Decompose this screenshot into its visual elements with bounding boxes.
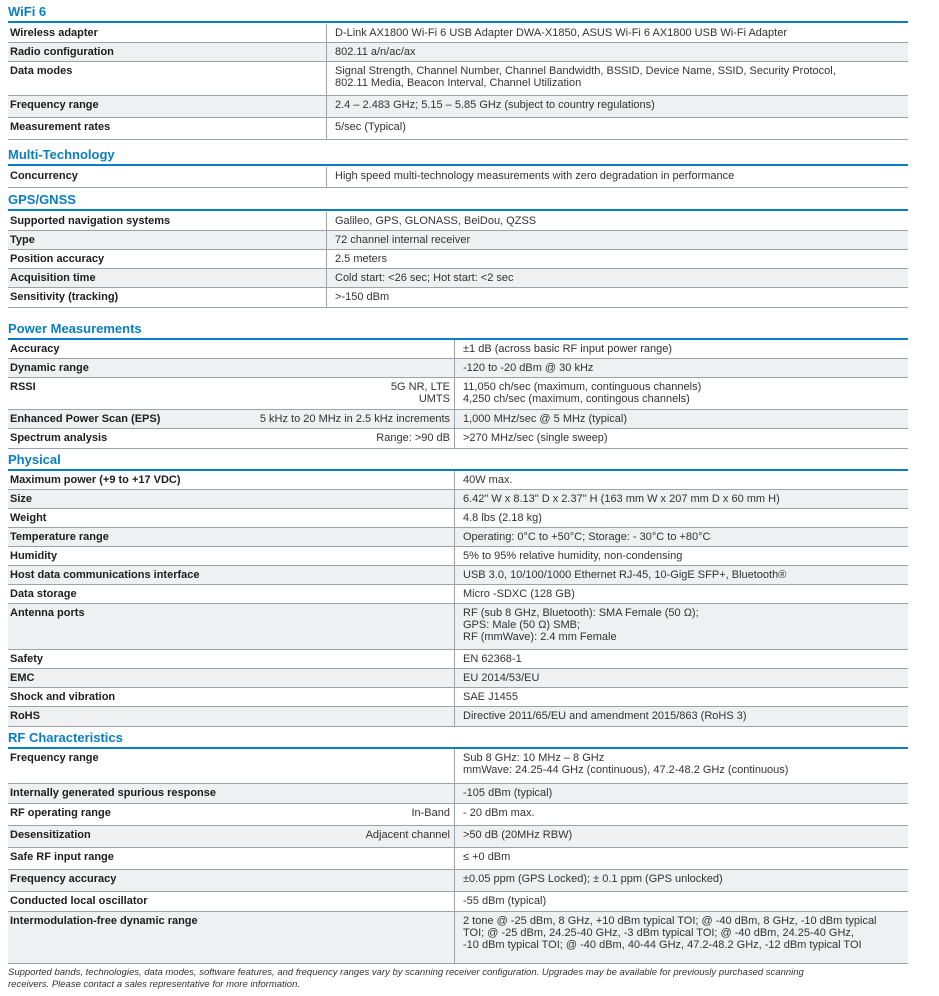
spec-row-rssi: [8, 378, 908, 410]
spec-label: Sensitivity (tracking): [10, 291, 119, 303]
spec-label: EMC: [10, 672, 35, 684]
spec-value: High speed multi-technology measurements with zero degradation in performance: [326, 167, 908, 188]
spec-value: RF (sub 8 GHz, Bluetooth): SMA Female (50 Ω); GPS: Male (50 Ω) SMB; RF (mmWave): 2.4 mm Female: [454, 604, 908, 650]
spec-row-antenna-ports: [8, 604, 908, 650]
spec-row-acquisition-time: [8, 269, 908, 288]
spec-label: Conducted local oscillator: [10, 895, 148, 907]
spec-value: D-Link AX1800 Wi-Fi 6 USB Adapter DWA-X1850, ASUS Wi-Fi 6 AX1800 USB Wi-Fi Adapter: [326, 24, 908, 43]
spec-sublabel: 5 kHz to 20 MHz in 2.5 kHz increments: [259, 413, 450, 425]
spec-row-measurement-rates: [8, 118, 908, 140]
section-title-gps: GPS/GNSS: [8, 192, 76, 207]
spec-value: 6.42" W x 8.13" D x 2.37" H (163 mm W x 207 mm D x 60 mm H): [454, 490, 908, 509]
spec-label: Radio configuration: [10, 46, 114, 58]
spec-label: Temperature range: [10, 531, 109, 543]
row-divider: [8, 139, 908, 140]
spec-label: Desensitization: [10, 829, 91, 841]
spec-label: Frequency range: [10, 752, 99, 764]
spec-label: RF operating range: [10, 807, 111, 819]
spec-value: -55 dBm (typical): [454, 892, 908, 912]
spec-row-wireless-adapter: [8, 24, 908, 43]
spec-label: Concurrency: [10, 170, 78, 182]
spec-label: Size: [10, 493, 33, 505]
spec-value: Sub 8 GHz: 10 MHz – 8 GHz mmWave: 24.25-44 GHz (continuous), 47.2-48.2 GHz (continuous): [454, 749, 908, 784]
spec-value: ≤ +0 dBm: [454, 848, 908, 870]
spec-row-safe-rf-input-range: [8, 848, 908, 870]
spec-label: RSSI: [10, 381, 36, 393]
spec-label: Host data communications interface: [10, 569, 200, 581]
spec-row-position-accuracy: [8, 250, 908, 269]
spec-label: Internally generated spurious response: [10, 787, 217, 799]
spec-label: Supported navigation systems: [10, 215, 171, 227]
spec-row-accuracy: [8, 340, 908, 359]
row-divider: [8, 307, 908, 308]
spec-row-supported-navigation-systems: [8, 212, 908, 231]
spec-row-conducted-local-oscillator: [8, 892, 908, 912]
spec-row-spectrum-analysis: [8, 429, 908, 449]
spec-value: 4.8 lbs (2.18 kg): [454, 509, 908, 528]
spec-row-frequency-accuracy: [8, 870, 908, 892]
spec-row-desensitization: [8, 826, 908, 848]
section-title-power: Power Measurements: [8, 321, 142, 336]
spec-value: >-150 dBm: [326, 288, 908, 308]
spec-value: -120 to -20 dBm @ 30 kHz: [454, 359, 908, 378]
spec-sublabel: Adjacent channel: [365, 829, 450, 841]
spec-value: ±0.05 ppm (GPS Locked); ± 0.1 ppm (GPS unlocked): [454, 870, 908, 892]
row-divider: [8, 187, 908, 188]
spec-row-dynamic-range: [8, 359, 908, 378]
section-rule: [8, 164, 908, 166]
spec-row-internally-generated-spurious-response: [8, 784, 908, 804]
spec-label: Spectrum analysis: [10, 432, 108, 444]
spec-value: 72 channel internal receiver: [326, 231, 908, 250]
spec-row-sensitivity-tracking: [8, 288, 908, 308]
row-divider: [8, 448, 908, 449]
spec-row-frequency-range: [8, 96, 908, 118]
spec-row-emc: [8, 669, 908, 688]
spec-row-intermodulation-free-dynamic-range: [8, 912, 908, 964]
spec-value: 11,050 ch/sec (maximum, continguous channels) 4,250 ch/sec (maximum, contingous channels): [454, 378, 908, 410]
spec-row-type: [8, 231, 908, 250]
spec-label: RoHS: [10, 710, 40, 722]
spec-value: - 20 dBm max.: [454, 804, 908, 826]
spec-label: Accuracy: [10, 343, 60, 355]
spec-sublabel: Range: >90 dB: [376, 432, 450, 444]
spec-row-data-modes: [8, 62, 908, 96]
spec-label: Weight: [10, 512, 47, 524]
spec-label: Data modes: [10, 65, 73, 77]
spec-label: Intermodulation-free dynamic range: [10, 915, 198, 927]
spec-label: Position accuracy: [10, 253, 105, 265]
section-title-multi: Multi-Technology: [8, 147, 115, 162]
spec-label: Enhanced Power Scan (EPS): [10, 413, 161, 425]
spec-row-safety: [8, 650, 908, 669]
spec-value: Cold start: <26 sec; Hot start: <2 sec: [326, 269, 908, 288]
section-title-rf: RF Characteristics: [8, 730, 123, 745]
spec-row-shock-and-vibration: [8, 688, 908, 707]
spec-label: Measurement rates: [10, 121, 111, 133]
spec-value: EU 2014/53/EU: [454, 669, 908, 688]
section-rule: [8, 21, 908, 23]
spec-value: 5% to 95% relative humidity, non-condensing: [454, 547, 908, 566]
spec-row-size: [8, 490, 908, 509]
spec-value: 2.4 – 2.483 GHz; 5.15 – 5.85 GHz (subject to country regulations): [326, 96, 908, 118]
spec-value: EN 62368-1: [454, 650, 908, 669]
spec-row-enhanced-power-scan-eps: [8, 410, 908, 429]
spec-row-humidity: [8, 547, 908, 566]
spec-value: 40W max.: [454, 471, 908, 490]
spec-value: SAE J1455: [454, 688, 908, 707]
spec-value: 5/sec (Typical): [326, 118, 908, 140]
footnote: [8, 967, 913, 991]
section-title-physical: Physical: [8, 452, 61, 467]
footnote-line-2: receivers. Please contact a sales representative for more information.: [8, 979, 300, 990]
spec-label: Dynamic range: [10, 362, 89, 374]
row-divider: [8, 726, 908, 727]
spec-row-concurrency: [8, 167, 908, 188]
spec-value: 2 tone @ -25 dBm, 8 GHz, +10 dBm typical TOI; @ -40 dBm, 8 GHz, -10 dBm typical TOI; @ -25 dBm, 24.25-40 GHz, -3 dBm typical TOI; @ -40 dBm, 24.25-40 GHz, -10 dBm typical TOI; @ -40 dBm, 40-44 GHz, 47.2-48.2 GHz, -12 dBm typical TOI: [454, 912, 908, 964]
spec-value: >270 MHz/sec (single sweep): [454, 429, 908, 449]
spec-label: Frequency accuracy: [10, 873, 117, 885]
spec-label: Safety: [10, 653, 44, 665]
spec-value: -105 dBm (typical): [454, 784, 908, 804]
spec-value: 2.5 meters: [326, 250, 908, 269]
spec-label: Acquisition time: [10, 272, 96, 284]
spec-value: ±1 dB (across basic RF input power range): [454, 340, 908, 359]
spec-row-radio-configuration: [8, 43, 908, 62]
spec-value: Operating: 0°C to +50°C; Storage: - 30°C to +80°C: [454, 528, 908, 547]
spec-sublabel: 5G NR, LTE UMTS: [390, 381, 450, 405]
spec-value: >50 dB (20MHz RBW): [454, 826, 908, 848]
spec-sublabel: In-Band: [411, 807, 450, 819]
spec-label: Data storage: [10, 588, 77, 600]
spec-row-maximum-power-9-to-17-vdc: [8, 471, 908, 490]
spec-label: Wireless adapter: [10, 27, 98, 39]
spec-value: Directive 2011/65/EU and amendment 2015/863 (RoHS 3): [454, 707, 908, 727]
spec-row-temperature-range: [8, 528, 908, 547]
footnote-line-1: Supported bands, technologies, data modes, software features, and frequency ranges vary by scanning receiver configuration. Upgrades may be available for previously purchased scanning: [8, 967, 804, 978]
spec-value: 1,000 MHz/sec @ 5 MHz (typical): [454, 410, 908, 429]
section-rule: [8, 209, 908, 211]
spec-row-host-data-communications-interface: [8, 566, 908, 585]
spec-value: 802.11 a/n/ac/ax: [326, 43, 908, 62]
row-divider: [8, 963, 908, 964]
spec-row-frequency-range: [8, 749, 908, 784]
spec-label: Frequency range: [10, 99, 99, 111]
spec-value: Galileo, GPS, GLONASS, BeiDou, QZSS: [326, 212, 908, 231]
spec-label: Antenna ports: [10, 607, 85, 619]
spec-row-weight: [8, 509, 908, 528]
spec-value: Signal Strength, Channel Number, Channel Bandwidth, BSSID, Device Name, SSID, Security Protocol, 802.11 Media, Beacon Interval, Channel Utilization: [326, 62, 908, 96]
spec-value: USB 3.0, 10/100/1000 Ethernet RJ-45, 10-GigE SFP+, Bluetooth®: [454, 566, 908, 585]
spec-row-data-storage: [8, 585, 908, 604]
spec-label: Safe RF input range: [10, 851, 114, 863]
spec-label: Shock and vibration: [10, 691, 116, 703]
spec-label: Maximum power (+9 to +17 VDC): [10, 474, 181, 486]
spec-label: Type: [10, 234, 35, 246]
spec-label: Humidity: [10, 550, 58, 562]
spec-value: Micro -SDXC (128 GB): [454, 585, 908, 604]
section-title-wifi: WiFi 6: [8, 4, 47, 19]
spec-row-rohs: [8, 707, 908, 727]
spec-row-rf-operating-range: [8, 804, 908, 826]
